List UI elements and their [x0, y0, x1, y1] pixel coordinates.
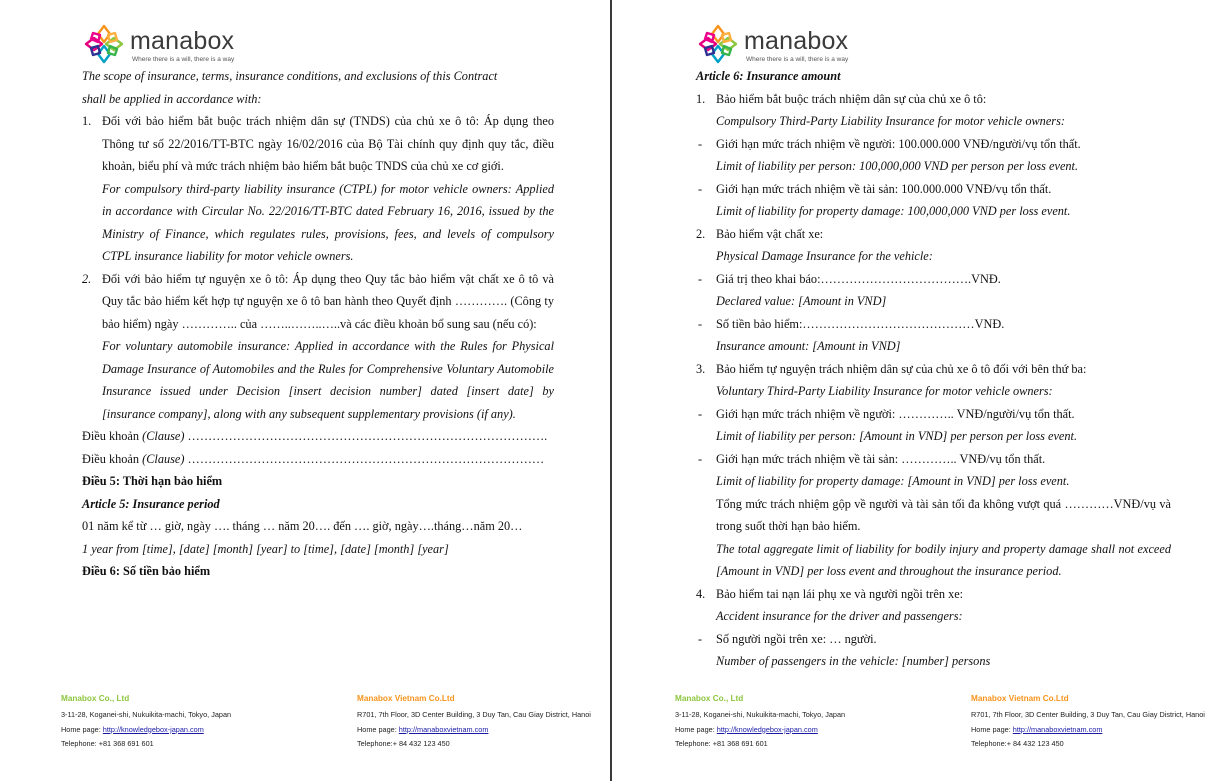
footer-home-link-jp[interactable]: http://knowledgebox-japan.com — [102, 724, 204, 734]
footer-home-link-vn[interactable]: http://manaboxvietnam.com — [398, 724, 489, 734]
list-number: 1. — [82, 114, 92, 128]
footer-japan — [675, 694, 915, 754]
article-6-heading-en: Article 6: Insurance amount — [696, 69, 841, 83]
section-3-en: Voluntary Third-Party Liability Insurance for motor vehicle owners: — [716, 384, 1053, 398]
list-number: 2. — [696, 226, 706, 241]
s3-dash-1-vi: Giới hạn mức trách nhiệm về người: ………….. VNĐ/người/vụ tổn thất. — [716, 406, 1075, 421]
list-item: - Giá trị theo khai báo:……………………………….VNĐ. — [696, 268, 1171, 291]
footer-home-label: Home page: — [61, 724, 103, 734]
footer-company-vn: Manabox Vietnam Co.Ltd — [971, 694, 1069, 703]
page-left — [0, 0, 611, 781]
clause-line-2 — [82, 448, 554, 471]
clause-label-en: (Clause) — [142, 429, 185, 443]
logo-tagline: Where there is a will, there is a way — [132, 56, 235, 63]
section-1-vi: Bảo hiểm bắt buộc trách nhiệm dân sự của chủ xe ô tô: — [716, 91, 987, 106]
footer-vietnam — [971, 694, 1216, 754]
list-number: 3. — [696, 361, 706, 376]
clause-line-1 — [82, 425, 554, 448]
footer-phone-vn: Telephone:+ 84 432 123 450 — [971, 739, 1064, 748]
s3-dash-2-en: Limit of liability for property damage: [Amount in VND] per loss event. — [716, 474, 1070, 488]
list-item: - Giới hạn mức trách nhiệm về tài sản: ………….. VNĐ/vụ tổn thất. — [696, 448, 1171, 471]
footer-home-label: Home page: — [971, 724, 1013, 734]
s3-dash-2-vi: Giới hạn mức trách nhiệm về tài sản: ………….. VNĐ/vụ tổn thất. — [716, 451, 1046, 466]
s1-dash-1-vi: Giới hạn mức trách nhiệm về người: 100.000.000 VNĐ/người/vụ tổn thất. — [716, 136, 1081, 151]
clause-label: Điều khoản — [82, 429, 140, 443]
list-item — [82, 268, 554, 426]
intro-line-1: The scope of insurance, terms, insurance conditions, and exclusions of this Contract — [82, 69, 498, 83]
list-item: - Giới hạn mức trách nhiệm về người: ………….. VNĐ/người/vụ tổn thất. — [696, 403, 1171, 426]
s4-dash-1-vi: Số người ngồi trên xe: … người. — [716, 631, 877, 646]
footer-phone-vn: Telephone:+ 84 432 123 450 — [357, 739, 450, 748]
section-4-en: Accident insurance for the driver and passengers: — [716, 609, 963, 623]
list-item: - Số người ngồi trên xe: … người. — [696, 628, 1171, 651]
footer-japan — [61, 694, 301, 754]
s2-dash-1-en: Declared value: [Amount in VND] — [716, 294, 887, 308]
insurance-period-en: 1 year from [time], [date] [month] [year] to [time], [date] [month] [year] — [82, 541, 449, 556]
list-number: 2. — [82, 271, 92, 286]
footer-home-link-jp[interactable]: http://knowledgebox-japan.com — [716, 724, 818, 734]
section-3-total-vi: Tổng mức trách nhiệm gộp về người và tài sản tối đa không vượt quá …………VNĐ/vụ và trong suốt thời hạn bảo hiểm. — [716, 496, 1171, 533]
list-item: - Giới hạn mức trách nhiệm về người: 100.000.000 VNĐ/người/vụ tổn thất. — [696, 133, 1171, 156]
section-3-vi: Bảo hiểm tự nguyện trách nhiệm dân sự của chủ xe ô tô đối với bên thứ ba: — [716, 361, 1087, 376]
footer-address-vn: R701, 7th Floor, 3D Center Building, 3 Duy Tan, Cau Giay District, Hanoi — [357, 710, 591, 719]
footer-address-vn: R701, 7th Floor, 3D Center Building, 3 Duy Tan, Cau Giay District, Hanoi — [971, 710, 1205, 719]
footer-company-jp: Manabox Co., Ltd — [675, 694, 744, 703]
article-6-heading-vi: Điều 6: Số tiền bảo hiểm — [82, 564, 211, 578]
footer-home-label: Home page: — [675, 724, 717, 734]
footer-phone-jp: Telephone: +81 368 691 601 — [675, 739, 768, 748]
manabox-logo — [696, 22, 848, 66]
footer-company-vn: Manabox Vietnam Co.Ltd — [357, 694, 455, 703]
s1-dash-1-en: Limit of liability per person: 100,000,000 VND per person per loss event. — [716, 159, 1079, 173]
list-item — [696, 88, 1171, 111]
list-item — [696, 223, 1171, 246]
logo-wordmark: manabox — [744, 27, 849, 55]
article-5-heading-vi: Điều 5: Thời hạn bảo hiểm — [82, 474, 223, 488]
clause-1-vi: Đối với bảo hiểm bắt buộc trách nhiệm dân sự (TNDS) của chủ xe ô tô: Áp dụng theo Thông tư số 22/2016/TT-BTC ngày 16/02/2016 của Bộ Tài chính quy định quy tắc, điều khoản, biểu phí và mức trách nhiệm bảo hiểm bắt buộc TNDS của chủ xe cơ giới. — [102, 114, 554, 173]
section-1-en: Compulsory Third-Party Liability Insurance for motor vehicle owners: — [716, 114, 1065, 128]
manabox-logo-icon — [696, 22, 740, 66]
s2-dash-2-en: Insurance amount: [Amount in VND] — [716, 339, 901, 353]
footer-address-jp: 3-11-28, Koganei-shi, Nukuikita-machi, Tokyo, Japan — [675, 710, 846, 719]
list-number: 4. — [696, 586, 706, 601]
intro-line-2: shall be applied in accordance with: — [82, 91, 262, 106]
manabox-logo-icon — [82, 22, 126, 66]
list-item: - Số tiền bảo hiểm:……………………………………VNĐ. — [696, 313, 1171, 336]
section-4-vi: Bảo hiểm tai nạn lái phụ xe và người ngồi trên xe: — [716, 586, 964, 601]
list-item — [82, 110, 554, 268]
list-item: - Giới hạn mức trách nhiệm về tài sản: 100.000.000 VNĐ/vụ tổn thất. — [696, 178, 1171, 201]
logo-tagline: Where there is a will, there is a way — [746, 56, 849, 63]
insurance-period-vi: 01 năm kể từ … giờ, ngày …. tháng … năm 20…. đến …. giờ, ngày….tháng…năm 20… — [82, 519, 523, 533]
footer-phone-jp: Telephone: +81 368 691 601 — [61, 739, 154, 748]
s1-dash-2-vi: Giới hạn mức trách nhiệm về tài sản: 100.000.000 VNĐ/vụ tổn thất. — [716, 181, 1052, 196]
section-3-total-en: The total aggregate limit of liability for bodily injury and property damage shall not exceed [Amount in VND] per loss event and throughout the insurance period. — [716, 541, 1171, 578]
section-2-en: Physical Damage Insurance for the vehicle: — [716, 249, 933, 263]
section-2-vi: Bảo hiểm vật chất xe: — [716, 226, 824, 241]
footer-address-jp: 3-11-28, Koganei-shi, Nukuikita-machi, Tokyo, Japan — [61, 710, 232, 719]
footer-home-label: Home page: — [357, 724, 399, 734]
list-number: 1. — [696, 91, 706, 106]
list-item — [696, 358, 1171, 381]
list-item — [696, 583, 1171, 606]
footer-home-link-vn[interactable]: http://manaboxvietnam.com — [1012, 724, 1103, 734]
manabox-logo — [82, 22, 234, 66]
s1-dash-2-en: Limit of liability for property damage: 100,000,000 VND per loss event. — [716, 204, 1071, 218]
clause-blank: …………………………………………………………………………… — [187, 451, 545, 466]
footer-vietnam — [357, 694, 602, 754]
clause-1-en: For compulsory third-party liability insurance (CTPL) for motor vehicle owners: Applied in accordance with Circular No. 22/2016/TT-BTC dated February 16, 2016, issued by the Ministry of Finance, which regulates rules, provisions, fees, and levels of compulsory CTPL insurance liability for motor vehicle owners. — [102, 181, 554, 263]
article-5-heading-en: Article 5: Insurance period — [82, 496, 220, 511]
clause-label-en: (Clause) — [142, 451, 185, 466]
left-page-body — [82, 65, 554, 583]
clause-label: Điều khoản — [82, 451, 140, 466]
s2-dash-2-vi: Số tiền bảo hiểm:……………………………………VNĐ. — [716, 316, 1005, 331]
right-page-body — [696, 65, 1171, 673]
s4-dash-1-en: Number of passengers in the vehicle: [number] persons — [716, 654, 991, 668]
logo-wordmark: manabox — [130, 27, 235, 55]
clause-blank: ……………………………………………………………………………. — [187, 429, 548, 443]
clause-2-en: For voluntary automobile insurance: Applied in accordance with the Rules for Physical Damage Insurance of Automobiles and the Rules for Comprehensive Voluntary Automobile Insurance issued under Decision [insert decision number] dated [insert date] by [insurance company], along with any subsequent supplementary provisions (if any). — [102, 339, 554, 421]
s3-dash-1-en: Limit of liability per person: [Amount in VND] per person per loss event. — [716, 429, 1078, 443]
page-right — [613, 0, 1223, 781]
s2-dash-1-vi: Giá trị theo khai báo:……………………………….VNĐ. — [716, 271, 1001, 286]
clause-2-vi: Đối với bảo hiểm tự nguyện xe ô tô: Áp dụng theo Quy tắc bảo hiểm vật chất xe ô tô và Quy tắc bảo hiểm kết hợp tự nguyện xe ô tô ban hành theo Quyết định …………. (Công ty bảo hiểm) ngày ………….. của ……..……..…..và các điều khoản bổ sung sau (nếu có): — [102, 271, 554, 331]
footer-company-jp: Manabox Co., Ltd — [61, 694, 130, 703]
page-divider — [610, 0, 612, 781]
